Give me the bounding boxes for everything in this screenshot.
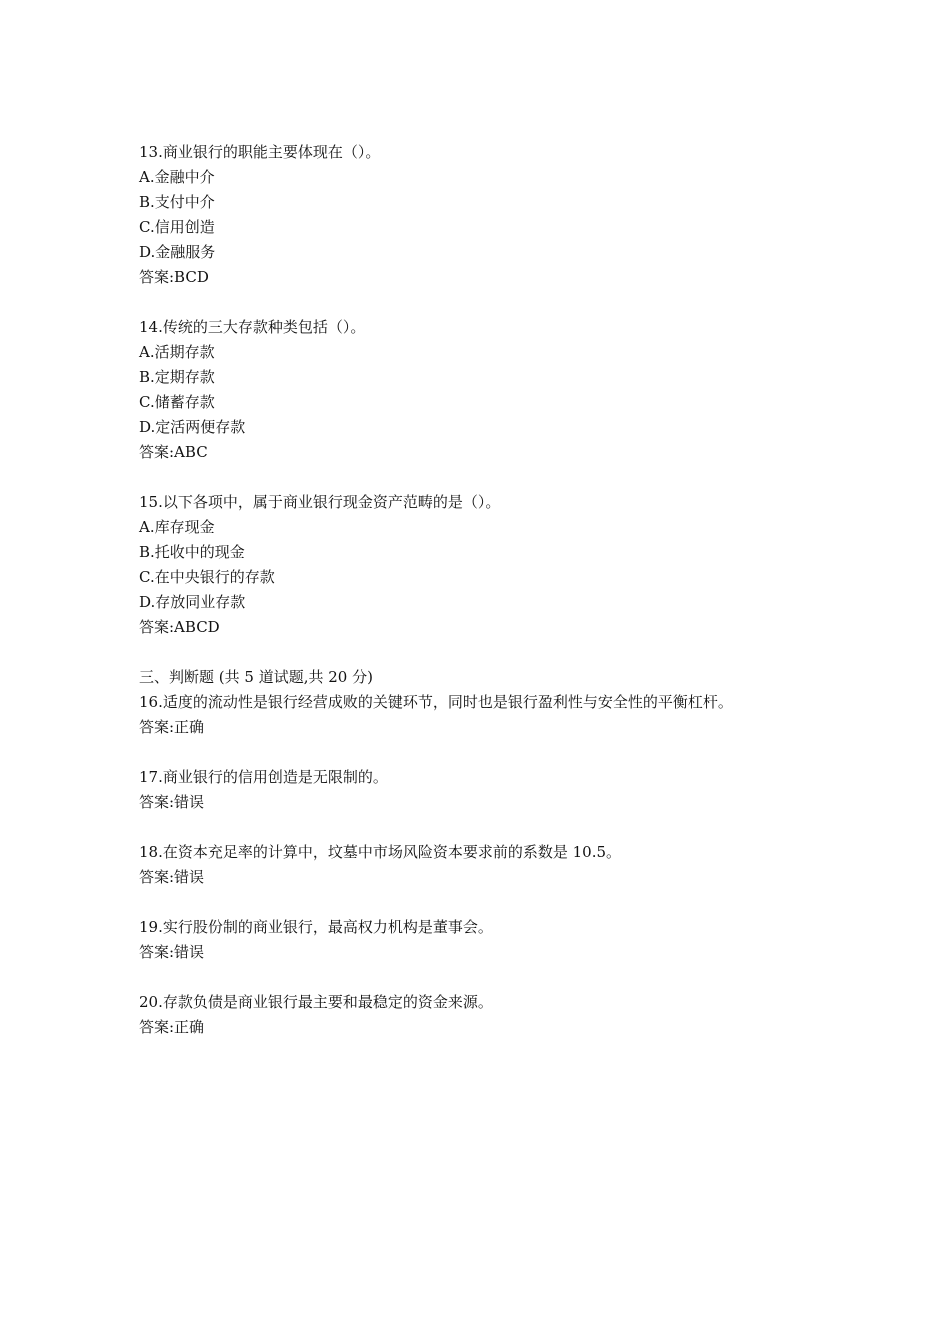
answer: 答案:ABC xyxy=(139,443,208,461)
option-b: B.定期存款 xyxy=(139,368,215,386)
question-16 xyxy=(139,665,919,740)
question-20 xyxy=(139,990,919,1040)
answer: 答案:错误 xyxy=(139,943,205,961)
option-d: D.存放同业存款 xyxy=(139,593,246,611)
question-19 xyxy=(139,915,919,965)
answer: 答案:错误 xyxy=(139,793,205,811)
option-c: C.在中央银行的存款 xyxy=(139,568,275,586)
question-stem: 15.以下各项中，属于商业银行现金资产范畴的是（）。 xyxy=(139,493,501,511)
option-b: B.托收中的现金 xyxy=(139,543,245,561)
answer: 答案:BCD xyxy=(139,268,209,286)
option-a: A.库存现金 xyxy=(139,518,215,536)
section-heading: 三、判断题 (共 5 道试题,共 20 分) xyxy=(139,668,373,686)
option-a: A.金融中介 xyxy=(139,168,215,186)
answer: 答案:正确 xyxy=(139,718,205,736)
question-stem: 16.适度的流动性是银行经营成败的关键环节，同时也是银行盈利性与安全性的平衡杠杆。 xyxy=(139,693,733,711)
question-stem: 14.传统的三大存款种类包括（）。 xyxy=(139,318,366,336)
question-17 xyxy=(139,765,919,815)
option-c: C.储蓄存款 xyxy=(139,393,215,411)
question-15 xyxy=(139,490,919,640)
answer: 答案:错误 xyxy=(139,868,205,886)
option-d: D.定活两便存款 xyxy=(139,418,246,436)
answer: 答案:正确 xyxy=(139,1018,205,1036)
question-stem: 18.在资本充足率的计算中，坟墓中市场风险资本要求前的系数是 10.5。 xyxy=(139,843,622,861)
question-stem: 17.商业银行的信用创造是无限制的。 xyxy=(139,768,388,786)
option-d: D.金融服务 xyxy=(139,243,216,261)
question-stem: 13.商业银行的职能主要体现在（）。 xyxy=(139,143,381,161)
question-13 xyxy=(139,140,919,290)
option-c: C.信用创造 xyxy=(139,218,215,236)
question-14 xyxy=(139,315,919,465)
option-b: B.支付中介 xyxy=(139,193,215,211)
document-content xyxy=(139,140,919,1065)
answer: 答案:ABCD xyxy=(139,618,220,636)
question-18 xyxy=(139,840,919,890)
question-stem: 19.实行股份制的商业银行，最高权力机构是董事会。 xyxy=(139,918,493,936)
question-stem: 20.存款负债是商业银行最主要和最稳定的资金来源。 xyxy=(139,993,493,1011)
option-a: A.活期存款 xyxy=(139,343,215,361)
